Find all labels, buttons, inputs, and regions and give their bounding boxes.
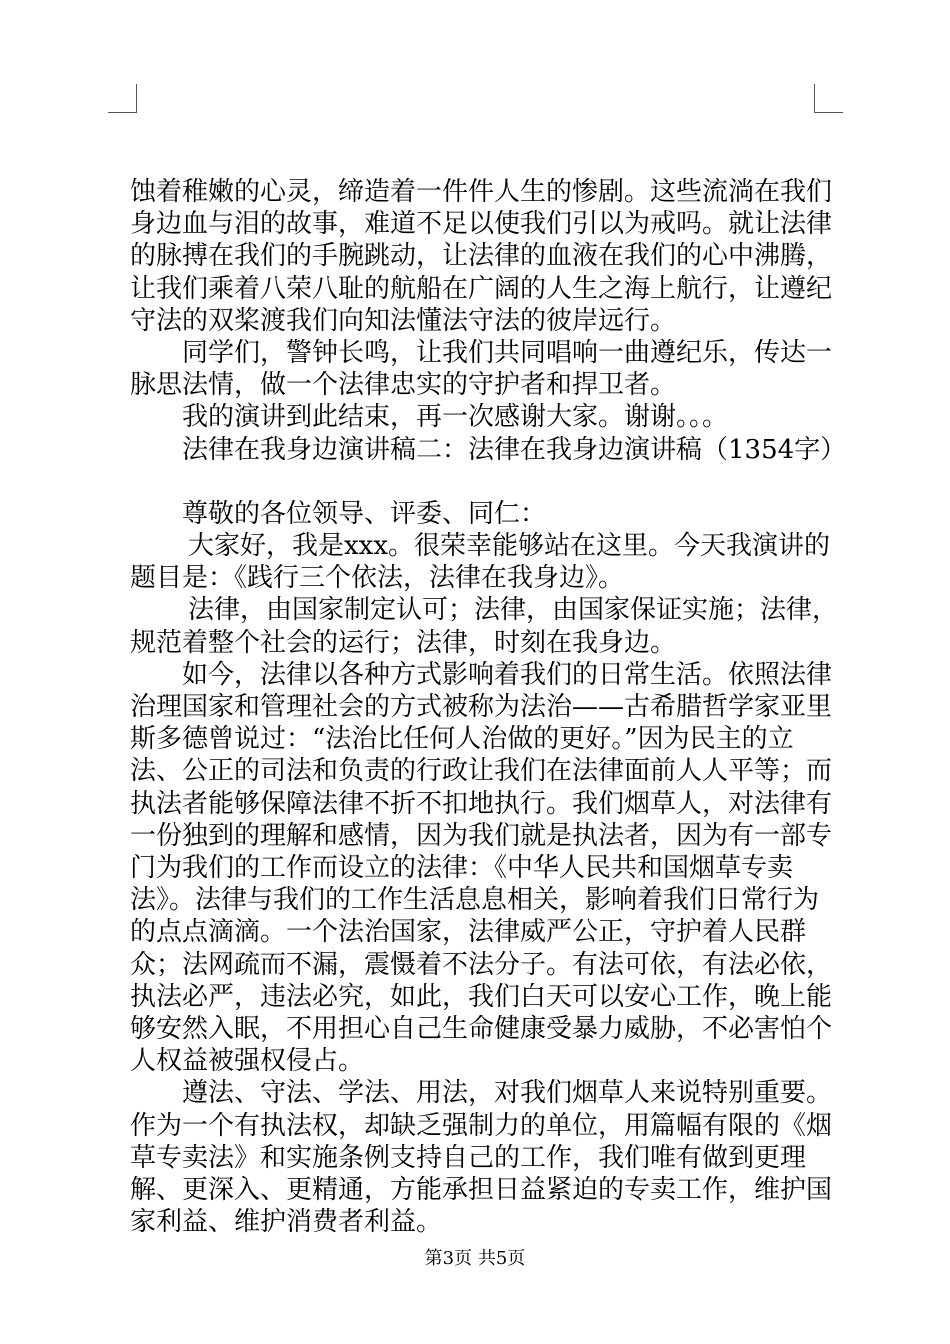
- section-heading: 法律在我身边演讲稿二：法律在我身边演讲稿（1354字）: [182, 434, 847, 465]
- paragraph-gap: [130, 466, 840, 498]
- paragraph-law-definition: 法律，由国家制定认可；法律，由国家保证实施；法律，规范着整个社会的运行；法律，时刻在我身边。: [130, 595, 839, 658]
- paragraph-greeting: 大家好，我是xxx。很荣幸能够站在这里。今天我演讲的题目是：《践行三个依法，法律在我身边》。: [130, 531, 830, 594]
- page-number: 第3页 共5页: [424, 1248, 526, 1269]
- paragraph-alarm-bell: 同学们，警钟长鸣，让我们共同唱响一曲遵纪乐，传达一脉思法情，做一个法律忠实的守护者和捍卫者。: [130, 338, 833, 401]
- paragraph-tobacco-law: 遵法、守法、学法、用法，对我们烟草人来说特别重要。作为一个有执法权，却缺乏强制力的单位，用篇幅有限的《烟草专卖法》和实施条例支持自己的工作，我们唯有做到更理解、更深入、更精通，方能承担日益紧迫的专卖工作，维护国家利益、维护消费者利益。: [130, 1078, 833, 1238]
- paragraph-closing: 我的演讲到此结束，再一次感谢大家。谢谢。。。: [182, 402, 729, 433]
- paragraph-continuation: 蚀着稚嫩的心灵，缔造着一件件人生的惨剧。这些流淌在我们身边血与泪的故事，难道不足以使我们引以为戒吗。就让法律的脉搏在我们的手腕跳动，让法律的血液在我们的心中沸腾，让我们乘着八荣八耻的航船在广阔的人生之海上航行，让遵纪守法的双桨渡我们向知法懂法守法的彼岸远行。: [130, 177, 833, 336]
- document-body: [130, 176, 847, 1239]
- crop-mark-top-right: [814, 84, 843, 113]
- paragraph-salutation: 尊敬的各位领导、评委、同仁：: [182, 498, 547, 529]
- paragraph-rule-of-law: 如今，法律以各种方式影响着我们的日常生活。依照法律治理国家和管理社会的方式被称为法治——古希腊哲学家亚里斯多德曾说过：“法治比任何人治做的更好。”因为民主的立法、公正的司法和负责的行政让我们在法律面前人人平等；而执法者能够保障法律不折不扣地执行。我们烟草人，对法律有一份独到的理解和感情，因为我们就是执法者，因为有一部专门为我们的工作而设立的法律：《中华人民共和国烟草专卖法》。法律与我们的工作生活息息相关，影响着我们日常行为的点点滴滴。一个法治国家，法律威严公正，守护着人民群众；法网疏而不漏，震慑着不法分子。有法可依，有法必依，执法必严，违法必究，如此，我们白天可以安心工作，晚上能够安然入眠，不用担心自己生命健康受暴力威胁，不必害怕个人权益被强权侵占。: [130, 659, 833, 1077]
- crop-mark-top-left: [108, 84, 137, 113]
